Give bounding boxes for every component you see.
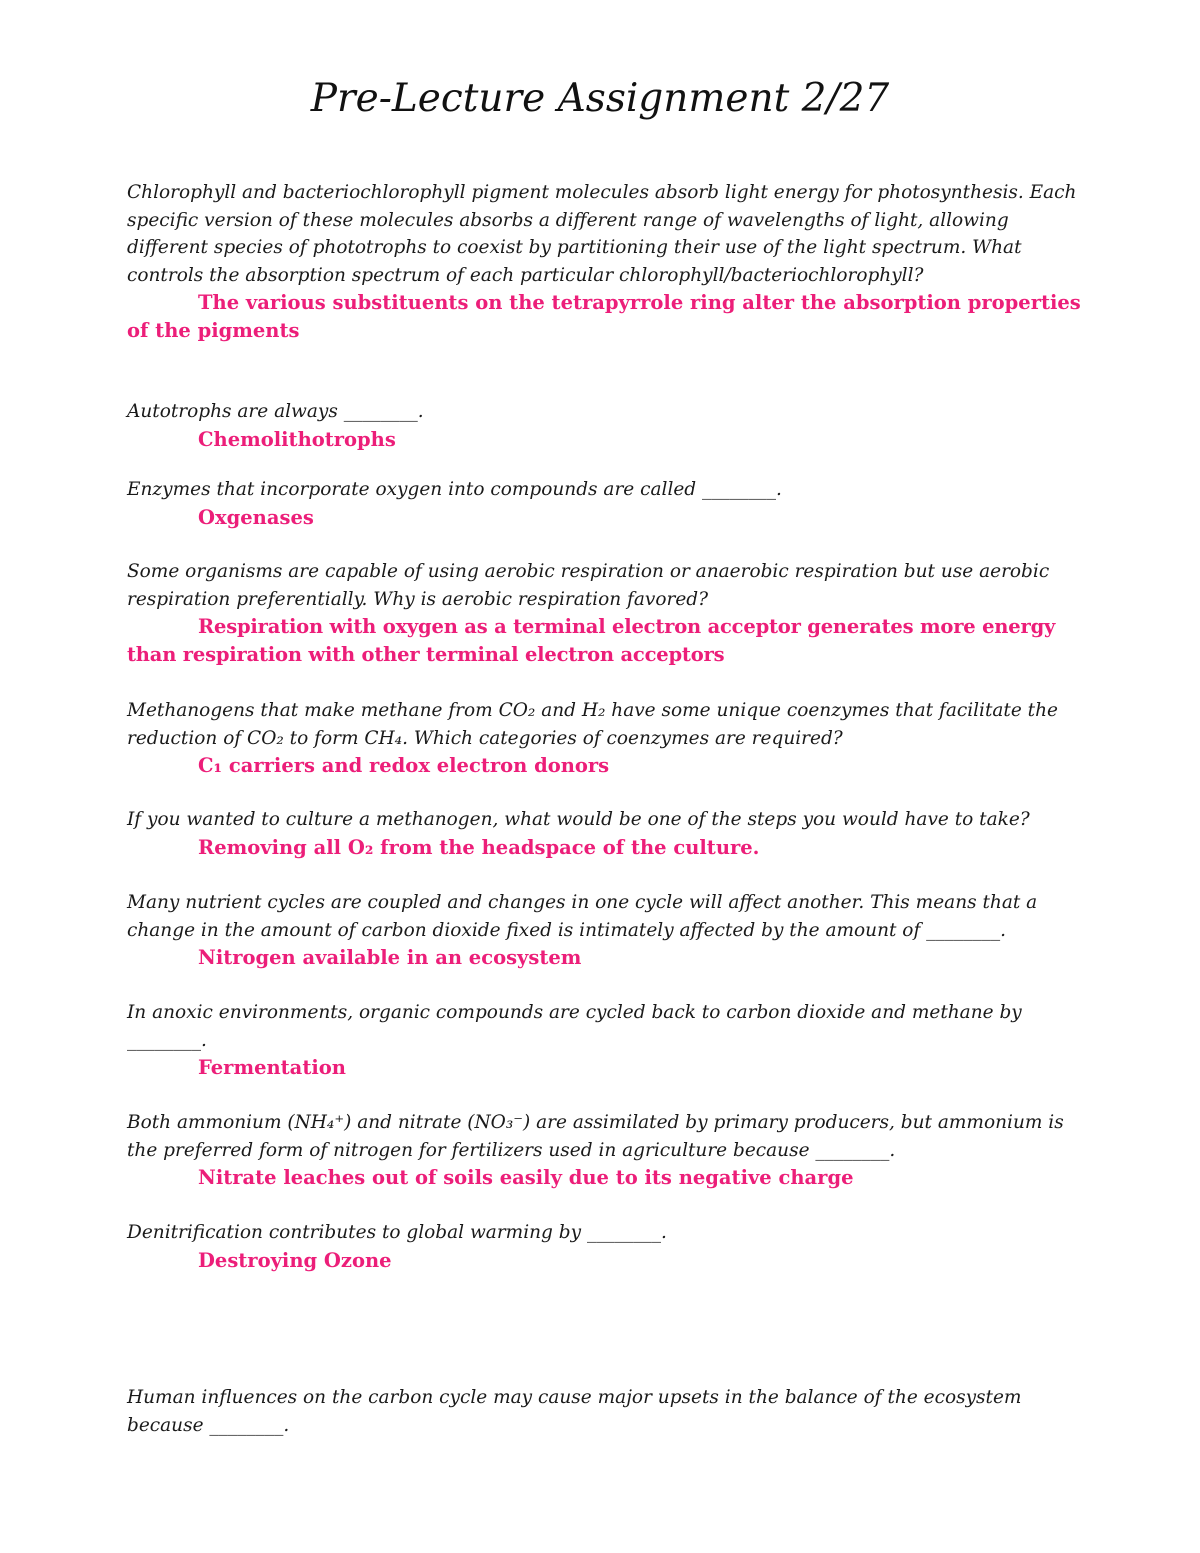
answer-text: Respiration with oxygen as a terminal electron acceptor generates more energy than respiration with other terminal electron acceptors <box>127 615 1056 666</box>
answer-text: Chemolithotrophs <box>198 427 396 451</box>
question-text: In anoxic environments, organic compounds are cycled back to carbon dioxide and methane by ________. <box>127 1002 1028 1051</box>
question-item <box>127 558 1087 669</box>
question-text: If you wanted to culture a methanogen, what would be one of the steps you would have to take? <box>127 809 1030 830</box>
question-text: Autotrophs are always ________. <box>127 401 424 422</box>
question-text: Human influences on the carbon cycle may cause major upsets in the balance of the ecosystem because ________. <box>127 1387 1028 1436</box>
question-text: Some organisms are capable of using aerobic respiration or anaerobic respiration but use aerobic respiration preferentially. Why is aerobic respiration favored? <box>127 561 1056 610</box>
answer-text: Destroying Ozone <box>198 1248 392 1272</box>
answer-text: The various substituents on the tetrapyrrole ring alter the absorption properties of the pigments <box>127 291 1081 342</box>
question-text: Chlorophyll and bacteriochlorophyll pigment molecules absorb light energy for photosynthesis. Each specific version of these molecules absorbs a different range of wavelengths of light, allowing different species of phototrophs to coexist by partitioning their use of the light spectrum. What controls the absorption spectrum of each particular chlorophyll/bacteriochlorophyll? <box>127 182 1083 286</box>
answer-text: C₁ carriers and redox electron donors <box>198 754 610 777</box>
answer-text: Nitrogen available in an ecosystem <box>198 946 582 969</box>
question-text: Denitrification contributes to global warming by ________. <box>127 1222 667 1243</box>
question-text: Enzymes that incorporate oxygen into compounds are called ________. <box>127 479 782 500</box>
question-item <box>127 889 1087 972</box>
question-text: Many nutrient cycles are coupled and changes in one cycle will affect another. This means that a change in the amount of carbon dioxide fixed is intimately affected by the amount of ________. <box>127 892 1044 941</box>
answer-text: Oxgenases <box>198 505 314 529</box>
page-title: Pre-Lecture Assignment 2/27 <box>310 76 890 121</box>
question-item <box>127 1384 1087 1439</box>
question-item <box>127 1109 1087 1192</box>
question-item <box>127 697 1087 780</box>
question-item <box>127 806 1087 862</box>
question-item <box>127 999 1087 1082</box>
answer-text: Nitrate leaches out of soils easily due to its negative charge <box>198 1166 854 1189</box>
question-item <box>127 179 1087 345</box>
question-text: Methanogens that make methane from CO₂ and H₂ have some unique coenzymes that facilitate the reduction of CO₂ to form CH₄. Which categories of coenzymes are required? <box>127 700 1064 749</box>
question-item <box>127 1219 1087 1275</box>
answer-text: Fermentation <box>198 1056 346 1079</box>
question-text: Both ammonium (NH₄⁺) and nitrate (NO₃⁻) are assimilated by primary producers, but ammonium is the preferred form of nitrogen for fertilizers used in agriculture because ________. <box>127 1112 1070 1161</box>
question-item <box>127 476 1087 532</box>
question-item <box>127 398 1087 454</box>
answer-text: Removing all O₂ from the headspace of the culture. <box>198 835 760 859</box>
